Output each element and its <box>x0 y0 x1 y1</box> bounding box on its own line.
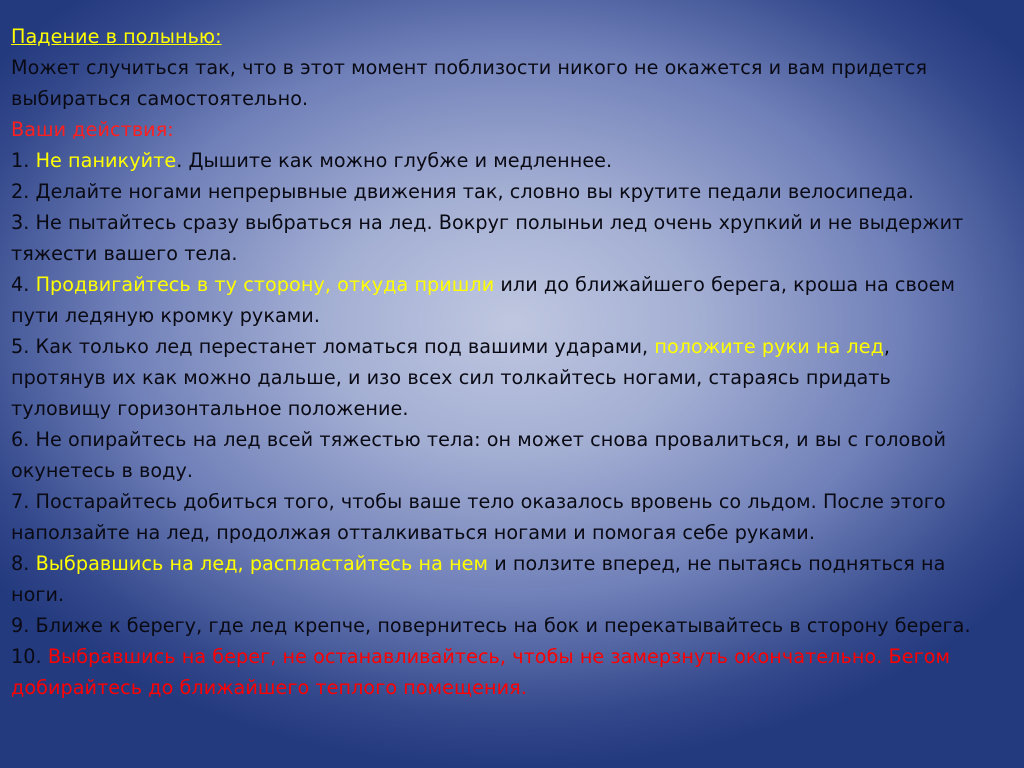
item-4-number: 4. <box>11 273 36 296</box>
slide-title: Падение в полынью: <box>11 25 222 48</box>
item-5-comma: , <box>883 335 891 358</box>
list-item-10-cont <box>11 672 1019 703</box>
list-item-7: 7. Постарайтесь добиться того, чтобы ваше тело оказалось вровень со льдом. После этого <box>11 490 946 513</box>
item-8-highlight: Выбравшись на лед, распластайтесь на нем <box>35 552 489 575</box>
list-item-4 <box>11 269 1019 300</box>
item-1-text: . Дышите как можно глубже и медленнее. <box>176 149 613 172</box>
section-header: Ваши действия: <box>11 118 174 141</box>
list-item-5-cont-2: туловищу горизонтальное положение. <box>11 397 409 420</box>
list-item-5-cont-1: протянув их как можно дальше, и изо всех сил толкайтесь ногами, стараясь придать <box>11 366 891 389</box>
item-5-text: 5. Как только лед перестанет ломаться под вашими ударами, <box>11 335 655 358</box>
item-4-highlight: Продвигайтесь в ту сторону, откуда пришли <box>35 273 495 296</box>
item-4-text: или до ближайшего берега, кроша на своем <box>494 273 956 296</box>
slide-body <box>11 21 1019 703</box>
list-item-9: 9. Ближе к берегу, где лед крепче, повернитесь на бок и перекатывайтесь в сторону берега. <box>11 614 971 637</box>
list-item-6: 6. Не опирайтесь на лед всей тяжестью тела: он может снова провалиться, и вы с головой <box>11 428 946 451</box>
list-item-4-cont: пути ледяную кромку руками. <box>11 304 320 327</box>
item-10-highlight: Выбравшись на берег, не останавливайтесь, чтобы не замерзнуть окончательно. Бегом <box>47 645 951 668</box>
list-item-8 <box>11 548 1019 579</box>
slide-title-line <box>11 21 1019 52</box>
list-item-1 <box>11 145 1019 176</box>
intro-line-2: выбираться самостоятельно. <box>11 87 309 110</box>
list-item-6-cont: окунетесь в воду. <box>11 459 193 482</box>
item-10-number: 10. <box>11 645 48 668</box>
item-5-highlight: положите руки на лед <box>654 335 884 358</box>
list-item-5 <box>11 331 1019 362</box>
item-10-highlight-cont: добирайтесь до ближайшего теплого помещения. <box>11 676 527 699</box>
item-8-number: 8. <box>11 552 36 575</box>
list-item-7-cont: наползайте на лед, продолжая отталкиваться ногами и помогая себе руками. <box>11 521 815 544</box>
section-header-line <box>11 114 1019 145</box>
item-1-number: 1. <box>11 149 36 172</box>
list-item-8-cont: ноги. <box>11 583 65 606</box>
list-item-3: 3. Не пытайтесь сразу выбраться на лед. Вокруг полыньи лед очень хрупкий и не выдержит <box>11 211 964 234</box>
item-1-highlight: Не паникуйте <box>35 149 177 172</box>
list-item-3-cont: тяжести вашего тела. <box>11 242 238 265</box>
item-8-text: и ползите вперед, не пытаясь подняться на <box>488 552 946 575</box>
list-item-10 <box>11 641 1019 672</box>
intro-line-1: Может случиться так, что в этот момент поблизости никого не окажется и вам придется <box>11 56 928 79</box>
list-item-2: 2. Делайте ногами непрерывные движения так, словно вы крутите педали велосипеда. <box>11 180 915 203</box>
